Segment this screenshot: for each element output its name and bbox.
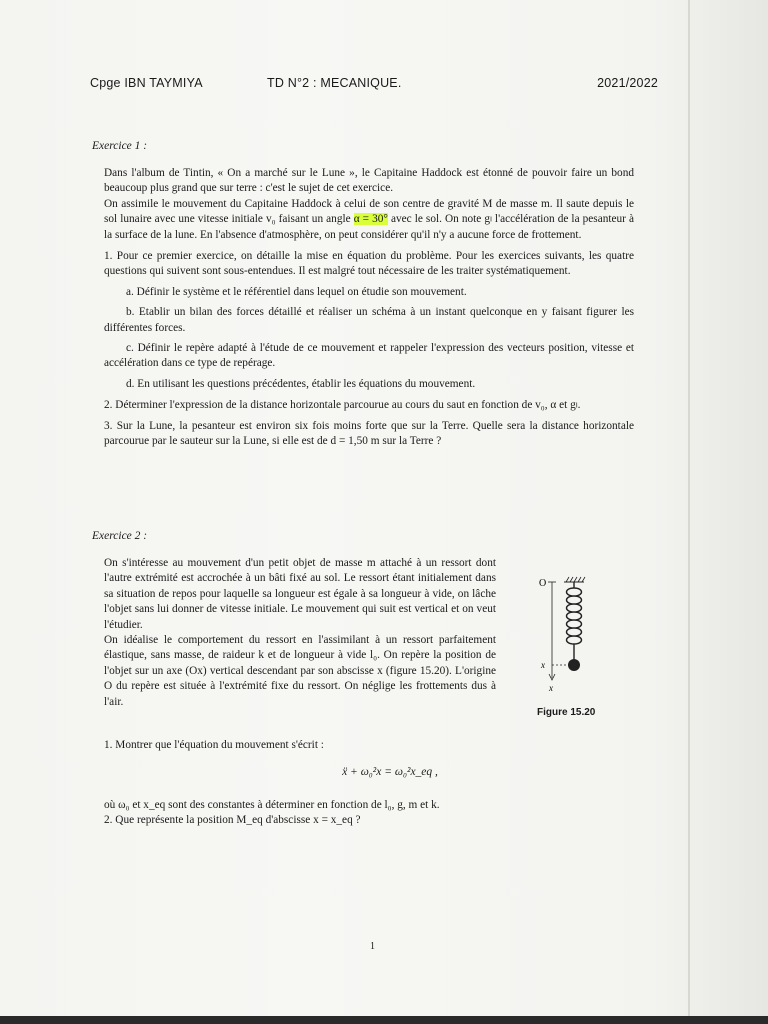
angle-highlight: α = 30°	[353, 213, 388, 226]
exercise2-body	[104, 556, 496, 710]
exercise1-q1b: b. Etablir un bilan des forces détaillé et réaliser un schéma à un instant quelconque en y faisant figurer les différentes forces.	[104, 306, 634, 334]
spring-coil	[567, 582, 582, 660]
page-number: 1	[370, 941, 375, 952]
td-title: TD N°2 : MECANIQUE.	[267, 76, 402, 90]
exercise2-title: Exercice 2 :	[92, 530, 148, 542]
page-fold	[688, 0, 690, 1024]
exercise2-questions	[104, 798, 624, 829]
exercise1-intro: Dans l'album de Tintin, « On a marché sur le Lune », le Capitaine Haddock est étonné de pouvoir faire un bond beaucoup plus grand que sur terre : c'est le sujet de cet exercice.	[104, 167, 634, 195]
exercise1-q1a: a. Définir le système et le référentiel dans lequel on étudie son mouvement.	[126, 285, 467, 298]
exercise1-title: Exercice 1 :	[92, 140, 148, 152]
x-axis-label: x	[549, 683, 553, 693]
exercise1-context	[104, 197, 634, 243]
mass-ball	[568, 659, 580, 671]
exercise1-q1d: d. En utilisant les questions précédentes, établir les équations du mouvement.	[126, 377, 476, 390]
exercise2-p1: On s'intéresse au mouvement d'un petit objet de masse m attaché à un ressort dont l'autre extrémité est accrochée à un bâti fixé au sol. Le ressort étant initialement dans sa situation de repos pour laquelle sa longueur est égale à sa longueur à vide, on lâche l'objet sans lui donner de vitesse initiale. Le mouvement qui suit est vertical et on veut l'étudier.	[104, 557, 496, 631]
exercise2-p2: On idéalise le comportement du ressort en l'assimilant à un ressort parfaitement élastique, sans masse, de raideur k et de longueur à vide l₀. On repère la position de l'objet sur un axe (Ox) vertical descendant par son abscisse x (figure 15.20). L'origine O du repère est située à l'extrémité fixe du ressort. On néglige les frottements dus à l'air.	[104, 634, 496, 708]
context-after: avec le sol. On note gₗ l'accélération de la pesanteur à la surface de la lune. En l'absence d'atmosphère, on peut considérer qu'il n'y a aucune force de frottement.	[104, 213, 634, 241]
exercise1-q1c: c. Définir le repère adapté à l'étude de ce mouvement et rappeler l'expression des vecteurs position, vitesse et accélération dans ce type de repérage.	[104, 342, 634, 370]
context-before: On assimile le mouvement du Capitaine Haddock à celui de son centre de gravité M de masse m. Il saute depuis le sol lunaire avec une vitesse initiale v₀ faisant un angle	[104, 197, 634, 226]
origin-label: O	[539, 578, 547, 589]
bottom-edge	[0, 1016, 768, 1024]
exercise2-q2: 2. Que représente la position M_eq d'abscisse x = x_eq ?	[104, 814, 361, 827]
exercise1-q1: 1. Pour ce premier exercice, on détaille la mise en équation du problème. Pour les exercices suivants, les quatre questions qui suivent sont sous-entendues. Il est malgré tout nécessaire de les traiter systématiquement.	[104, 250, 634, 278]
school-name: Cpge IBN TAYMIYA	[90, 76, 203, 90]
support-hatching	[566, 577, 585, 582]
exercise1-q2: 2. Déterminer l'expression de la distance horizontale parcourue au cours du saut en fonction de v₀, α et gₗ.	[104, 399, 581, 412]
exercise2-q1: 1. Montrer que l'équation du mouvement s'écrit :	[104, 739, 324, 751]
spring-figure	[528, 574, 628, 704]
motion-equation: ẍ + ω₀²x = ω₀²x_eq ,	[342, 766, 438, 778]
exercise2-where: où ω₀ et x_eq sont des constantes à déterminer en fonction de l₀, g, m et k.	[104, 799, 440, 811]
exercise1-q3: 3. Sur la Lune, la pesanteur est environ six fois moins forte que sur la Terre. Quelle sera la distance horizontale parcourue par le sauteur sur la Lune, si elle est de d = 1,50 m sur la Terre ?	[104, 419, 634, 448]
school-year: 2021/2022	[597, 76, 658, 90]
x-position-label: x	[541, 660, 545, 670]
figure-caption: Figure 15.20	[537, 707, 596, 718]
exercise1-body	[104, 166, 634, 450]
page-header	[90, 76, 660, 96]
